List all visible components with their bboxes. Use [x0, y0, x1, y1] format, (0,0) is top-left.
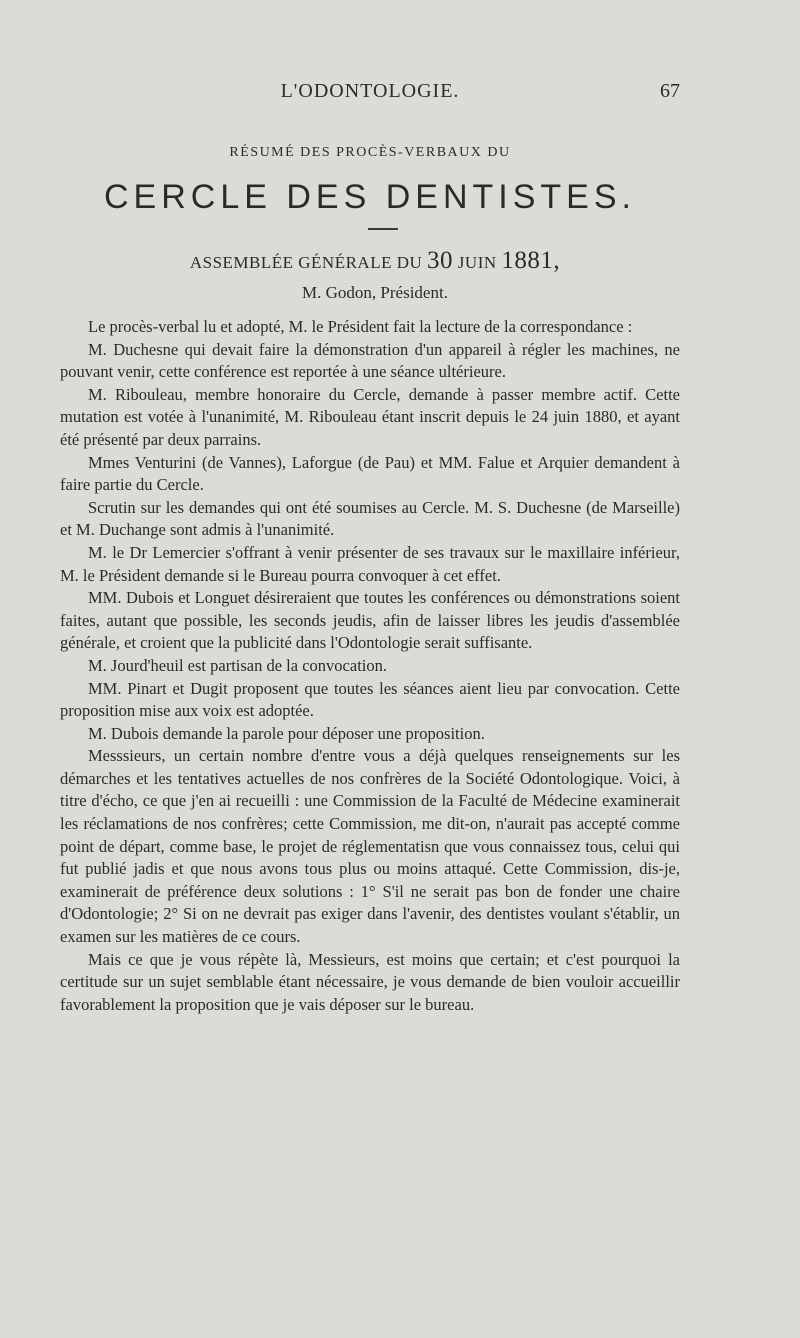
paragraph: Scrutin sur les demandes qui ont été soumises au Cercle. M. S. Duchesne (de Marseille) et M. Duchange sont admis à l'unanimité.: [60, 497, 680, 540]
page-number: 67: [660, 80, 680, 102]
assembly-year: 1881,: [501, 247, 561, 274]
paragraph: M. Ribouleau, membre honoraire du Cercle, demande à passer membre actif. Cette mutation est votée à l'unanimité, M. Ribouleau étant inscrit depuis le 24 juin 1880, et ayant été présenté par deux parrains.: [60, 384, 680, 449]
paragraph: M. le Dr Lemercier s'offrant à venir présenter de ses travaux sur le maxillaire inférieur, M. le Président demande si le Bureau pourra convoquer à cet effet.: [60, 542, 680, 585]
summary-heading: RÉSUMÉ DES PROCÈS-VERBAUX DU: [229, 145, 511, 160]
assembly-day: 30: [427, 247, 454, 274]
paragraph: M. Jourd'heuil est partisan de la convocation.: [88, 655, 387, 675]
paragraph: MM. Pinart et Dugit proposent que toutes les séances aient lieu par convocation. Cette proposition mise aux voix est adoptée.: [60, 678, 680, 721]
main-title: CERCLE DES DENTISTES.: [104, 178, 636, 216]
paragraph: MM. Dubois et Longuet désireraient que toutes les conférences ou démonstrations soient faites, autant que possible, les seconds jeudis, afin de laisser libres les jeudis d'assemblée générale, et croient que la publicité dans l'Odontologie serait suffisante.: [60, 588, 680, 653]
paragraph: Messsieurs, un certain nombre d'entre vous a déjà quelques renseignements sur les démarches et les tentatives actuelles de nos confrères de la Société Odontologique. Voici, à titre d'écho, ce que j'en ai recueilli : une Commission de la Faculté de Médecine examinerait les réclamations de nos confrères; cette Commission, me dit-on, n'aurait pas accepté comme point de départ, comme base, le projet de réglementatisn que vous connaissez tous, celui qui fut publié jadis et que nous avons tous plus ou moins attaqué. Cette Commission, dis-je, examinerait de préférence deux solutions : 1° S'il ne serait pas bon de fonder une chaire d'Odontologie; 2° Si on ne devrait pas exiger dans l'avenir, des dentistes voulant s'établir, un examen sur les matières de ce cours.: [60, 746, 680, 947]
assembly-prefix: ASSEMBLÉE GÉNÉRALE DU: [189, 253, 423, 272]
body-text: [60, 316, 680, 1016]
paragraph: Mais ce que je vous répète là, Messieurs, est moins que certain; et c'est pourquoi la certitude sur un sujet semblable étant nécessaire, je vous demande de bien vouloir accueillir favorablement la proposition que je vais déposer sur le bureau.: [60, 949, 680, 1014]
paragraph: M. Duchesne qui devait faire la démonstration d'un appareil à régler les machines, ne pouvant venir, cette conférence est reportée à une séance ultérieure.: [60, 339, 680, 382]
paragraph: Le procès-verbal lu et adopté, M. le Président fait la lecture de la correspondance :: [88, 317, 633, 336]
title-rule: [368, 228, 398, 230]
president-line: M. Godon, Président.: [302, 283, 448, 302]
assembly-month: JUIN: [457, 253, 497, 272]
running-head: [60, 80, 680, 110]
assembly-heading: [0, 247, 750, 275]
paragraph: M. Dubois demande la parole pour déposer une proposition.: [88, 723, 485, 743]
journal-title: L'ODONTOLOGIE.: [280, 80, 460, 102]
paragraph: Mmes Venturini (de Vannes), Laforgue (de Pau) et MM. Falue et Arquier demandent à faire partie du Cercle.: [60, 452, 680, 495]
